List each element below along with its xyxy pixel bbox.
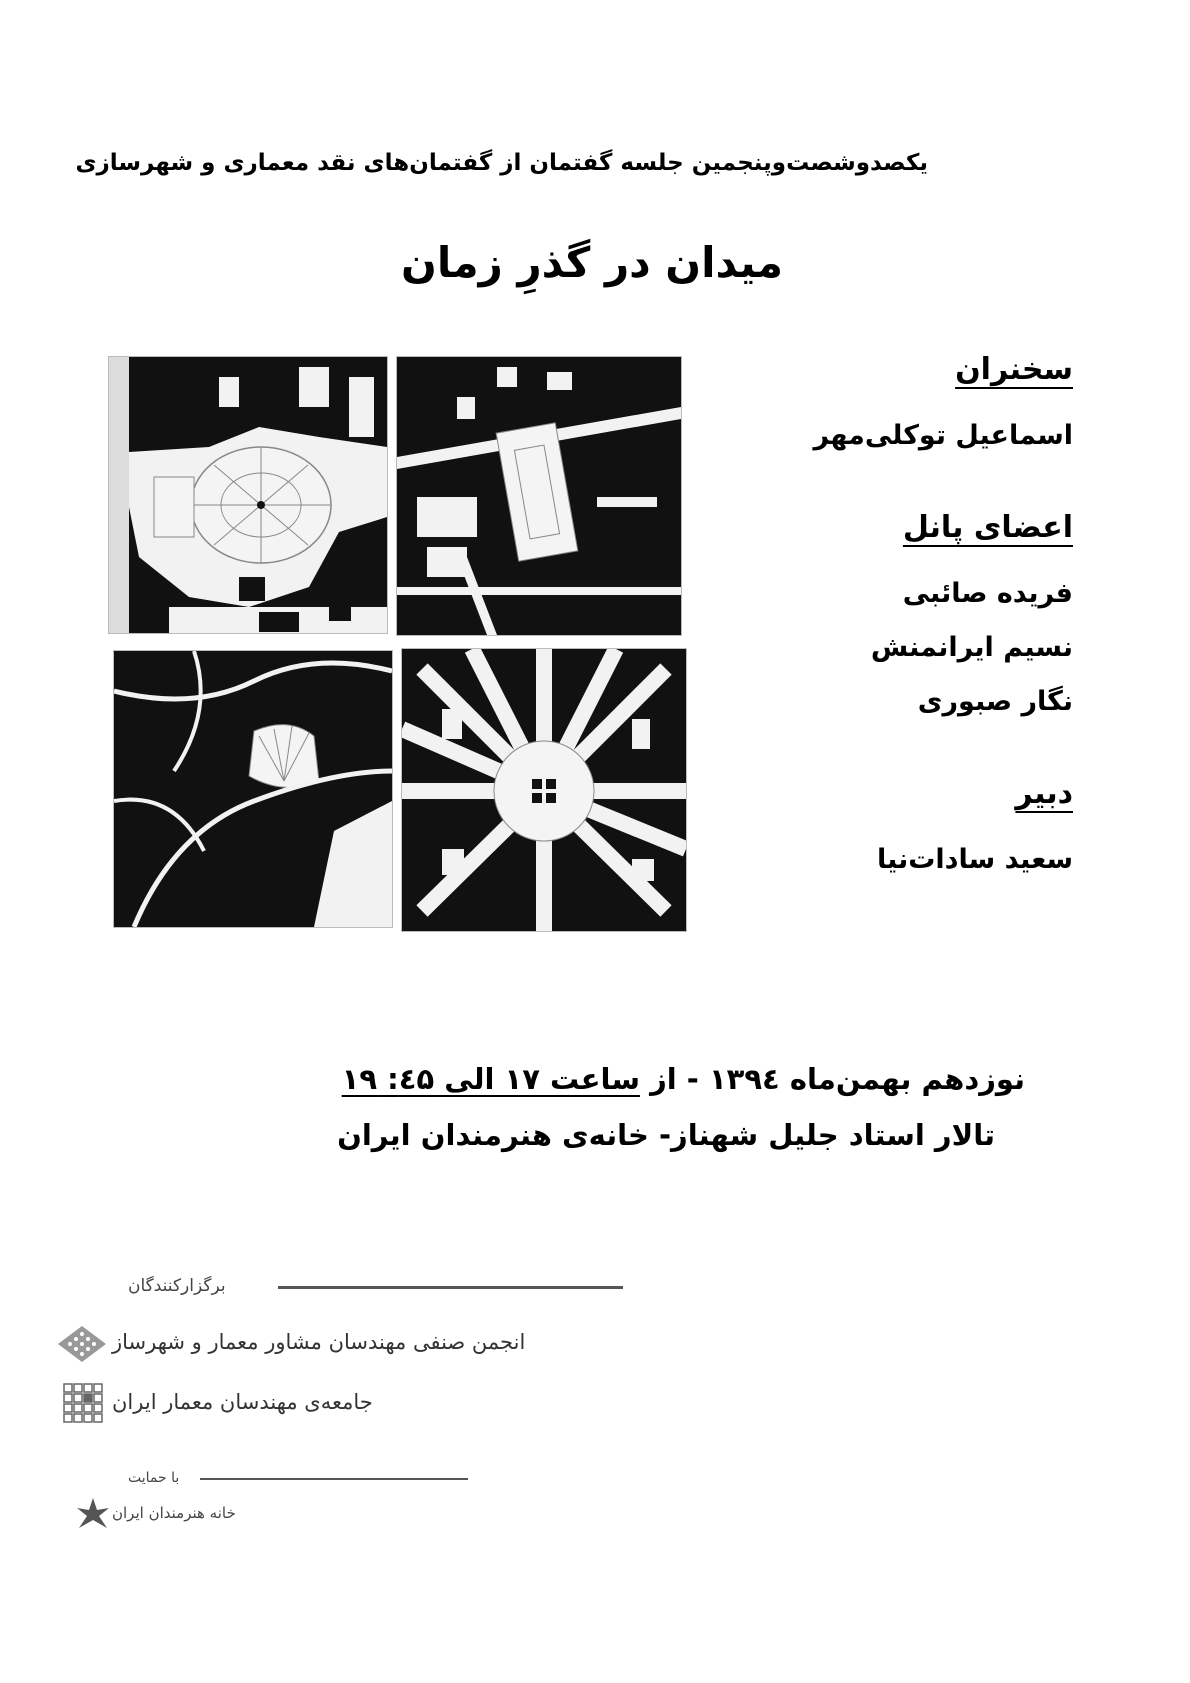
- event-venue: تالار استاد جلیل شهناز- خانه‌ی هنرمندان ایران: [337, 1118, 995, 1152]
- speaker-name: اسماعیل توکلی‌مهر: [813, 420, 1073, 451]
- map-paris-etoile: [401, 648, 687, 932]
- panel-section: [903, 510, 1073, 545]
- event-date-line: [342, 1062, 1025, 1096]
- moderator-section: [1015, 776, 1073, 811]
- panel-member-2: نسیم ایرانمنش: [870, 632, 1073, 663]
- org-1-logo-icon: [56, 1324, 108, 1368]
- page-title-text: میدان در گذرِ زمان: [401, 238, 783, 287]
- panel-member-1: فریده صائبی: [902, 578, 1073, 609]
- event-date: نوزدهم بهمن‌ماه ۱۳۹٤ - از: [650, 1062, 1025, 1096]
- map-rome-piazza: [108, 356, 388, 634]
- map-isfahan-square: [396, 356, 682, 636]
- map-rome-piazza-figure: [109, 357, 387, 633]
- page-title: [0, 238, 1190, 287]
- series-title: یکصدوشصت‌وپنجمین جلسه گفتمان از گفتمان‌های نقد معماری و شهرسازی: [75, 150, 928, 176]
- map-siena-campo: [113, 650, 393, 928]
- organizers-heading: برگزارکنندگان: [128, 1276, 226, 1296]
- support-heading: با حمایت: [128, 1470, 180, 1486]
- event-time: ساعت ۱۷ الی ٤۵: ۱۹: [341, 1062, 640, 1096]
- org-1-name: انجمن صنفی مهندسان مشاور معمار و شهرساز: [112, 1330, 526, 1354]
- support-divider: [200, 1478, 468, 1480]
- map-isfahan-square-figure: [397, 357, 681, 635]
- panel-member-3: نگار صبوری: [917, 686, 1073, 717]
- panel-heading: اعضای پانل: [902, 510, 1073, 545]
- support-name: خانه هنرمندان ایران: [112, 1504, 236, 1522]
- org-2-logo-icon: [62, 1382, 106, 1430]
- moderator-heading: دبیر: [1015, 776, 1073, 811]
- organizers-divider: [278, 1286, 623, 1289]
- map-siena-campo-figure: [114, 651, 392, 927]
- org-2-name: جامعه‌ی مهندسان معمار ایران: [112, 1390, 373, 1414]
- moderator-name: سعید سادات‌نیا: [876, 844, 1073, 875]
- support-logo-icon: [75, 1496, 111, 1540]
- map-paris-etoile-figure: [402, 649, 686, 931]
- speakers-section: [955, 352, 1073, 387]
- speakers-heading: سخنران: [955, 352, 1073, 387]
